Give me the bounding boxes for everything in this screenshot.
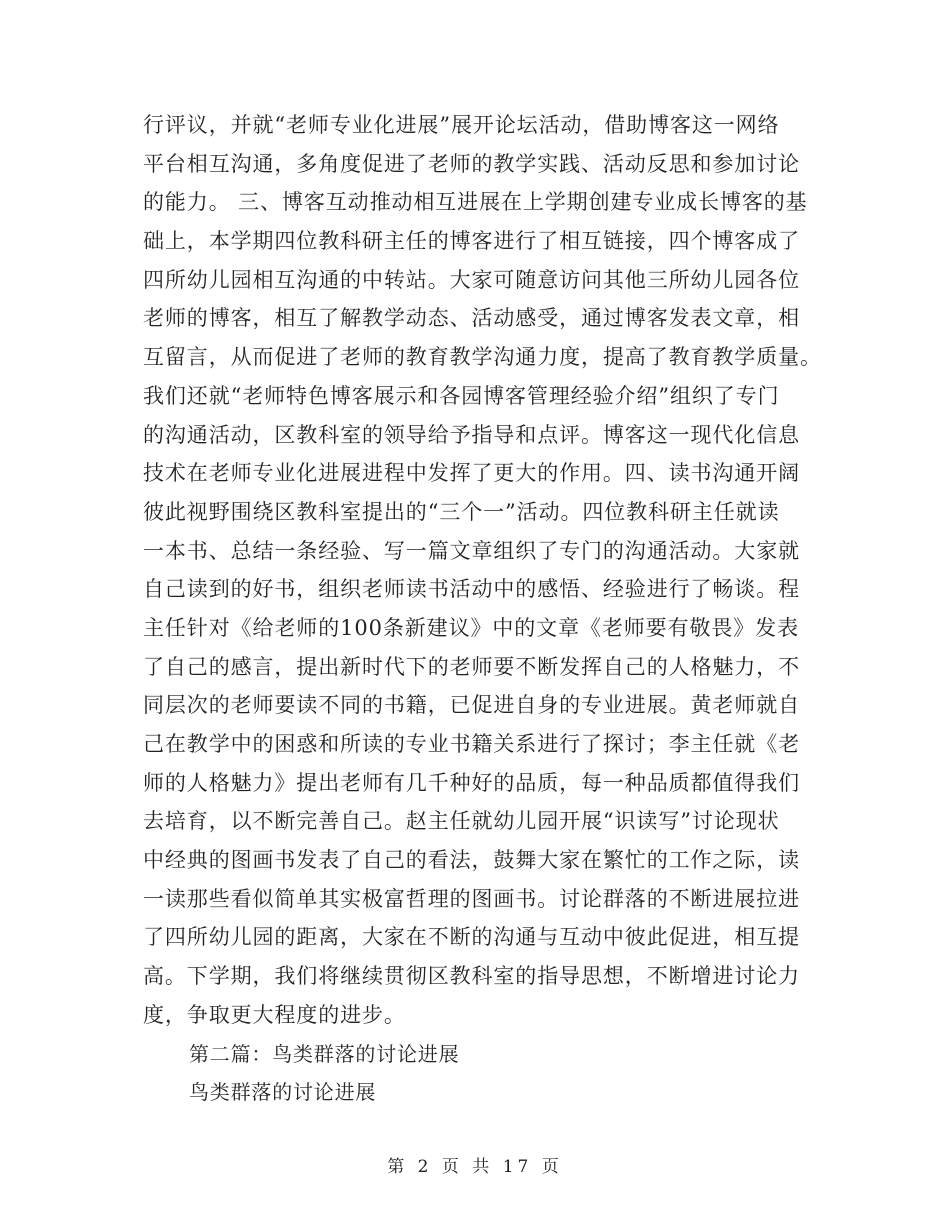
text-line: 己在教学中的困惑和所读的专业书籍关系进行了探讨；李主任就《老: [143, 732, 800, 756]
text-line: 我们还就“老师特色博客展示和各园博客管理经验介绍”组织了专门: [143, 383, 780, 408]
text-line: 的能力。 三、博客互动推动相互进展在上学期创建专业成长博客的基: [143, 190, 808, 215]
text-line: 自己读到的好书，组织老师读书活动中的感悟、经验进行了畅谈。程: [143, 577, 800, 602]
text-line: 互留言，从而促进了老师的教育教学沟通力度，提高了教育教学质量。: [143, 345, 822, 370]
text-line: 平台相互沟通，多角度促进了老师的教学实践、活动反思和参加讨论: [143, 151, 800, 176]
text-line: 去培育，以不断完善自己。赵主任就幼儿园开展“识读写”讨论现状: [143, 809, 780, 834]
text-line: 彼此视野围绕区教科室提出的“三个一”活动。四位教科研主任就读: [143, 499, 780, 524]
text-line: 主任针对《给老师的100条新建议》中的文章《老师要有敬畏》发表: [143, 615, 799, 640]
text-line: 技术在老师专业化进展进程中发挥了更大的作用。四、读书沟通开阔: [143, 461, 800, 486]
page-number-footer: 第 2 页 共 17 页: [387, 1157, 563, 1177]
text-line: 一本书、总结一条经验、写一篇文章组织了专门的沟通活动。大家就: [143, 538, 800, 563]
text-line: 中经典的图画书发表了自己的看法，鼓舞大家在繁忙的工作之际，读: [143, 848, 800, 873]
text-line: 一读那些看似简单其实极富哲理的图画书。讨论群落的不断进展拉进: [143, 886, 800, 911]
text-line: 四所幼儿园相互沟通的中转站。大家可随意访问其他三所幼儿园各位: [143, 267, 800, 292]
section-heading: 第二篇：鸟类群落的讨论进展: [189, 1041, 460, 1066]
section-subheading: 鸟类群落的讨论进展: [189, 1080, 377, 1105]
body-text: [143, 106, 822, 1112]
text-line: 高。下学期，我们将继续贯彻区教科室的指导思想，不断增进讨论力: [143, 964, 800, 989]
text-line: 础上，本学期四位教科研主任的博客进行了相互链接，四个博客成了: [143, 229, 800, 254]
text-line: 度，争取更大程度的进步。: [143, 1002, 406, 1027]
text-line: 了自己的感言，提出新时代下的老师要不断发挥自己的人格魅力，不: [143, 654, 800, 679]
text-line: 行评议，并就“老师专业化进展”展开论坛活动，借助博客这一网络: [143, 113, 780, 137]
text-line: 同层次的老师要读不同的书籍，已促进自身的专业进展。黄老师就自: [143, 693, 800, 718]
text-line: 师的人格魅力》提出老师有几千种好的品质，每一种品质都值得我们: [143, 770, 800, 795]
text-line: 了四所幼儿园的距离，大家在不断的沟通与互动中彼此促进，相互提: [143, 925, 800, 950]
text-line: 的沟通活动，区教科室的领导给予指导和点评。博客这一现代化信息: [143, 422, 800, 447]
text-line: 老师的博客，相互了解教学动态、活动感受，通过博客发表文章，相: [143, 306, 800, 331]
